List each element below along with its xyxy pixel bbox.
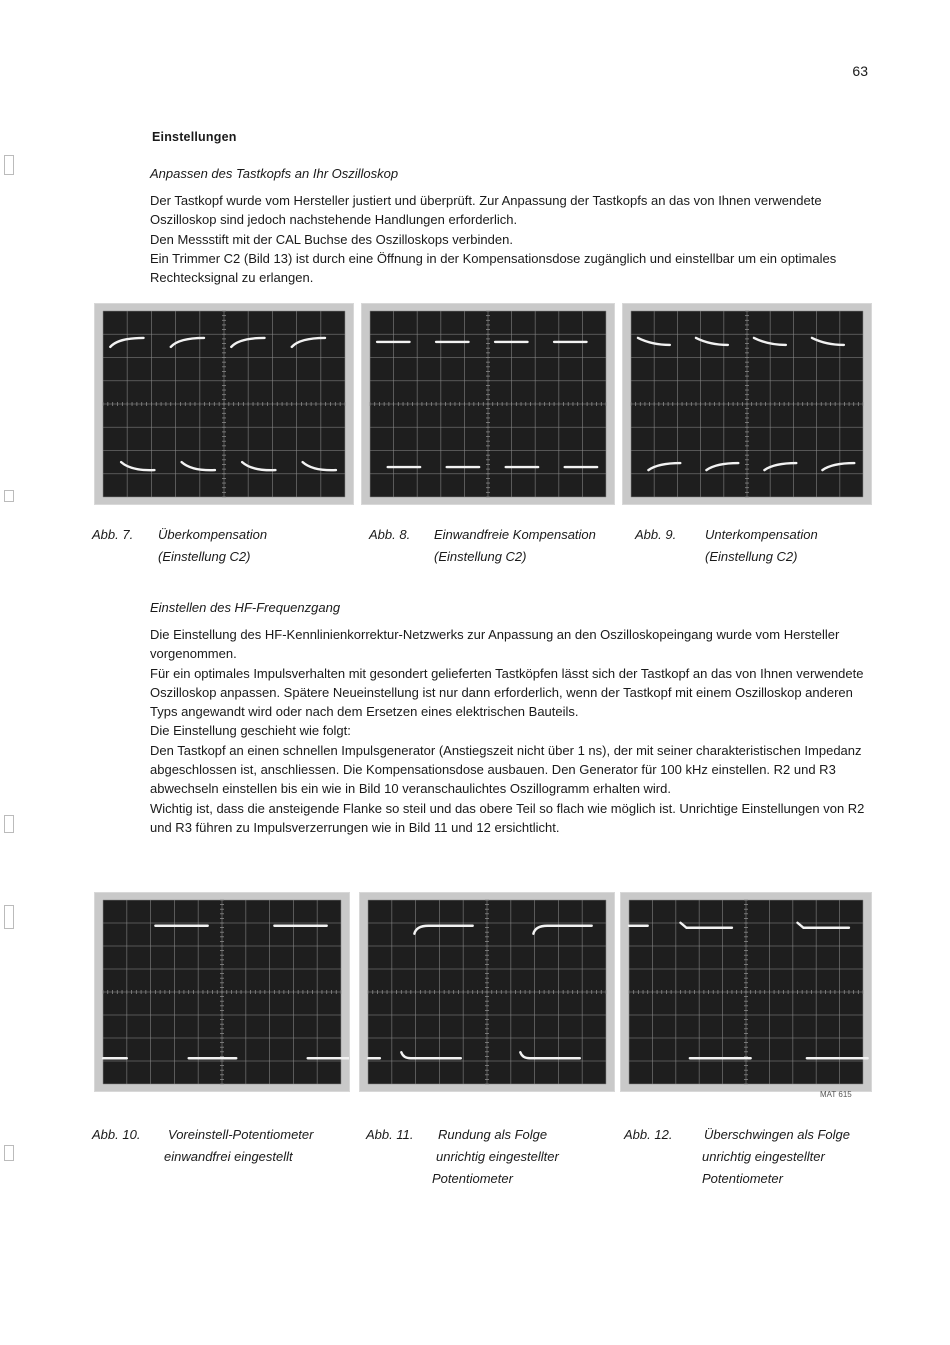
oscillogram-overcompensation (94, 303, 354, 505)
caption-line: einwandfrei eingestellt (164, 1149, 293, 1164)
caption-line: Potentiometer (702, 1171, 783, 1186)
figure-number: Abb. 8. (369, 527, 411, 542)
binder-mark (4, 1145, 14, 1161)
page-number: 63 (852, 63, 868, 79)
subsection-title-probe: Anpassen des Tastkopfs an Ihr Oszilloskop (150, 166, 399, 181)
caption-line: Unterkompensation (705, 527, 818, 542)
caption-line: Überkompensation (158, 527, 268, 542)
caption-line: Überschwingen als Folge (704, 1127, 850, 1142)
oscillogram-undercompensation (622, 303, 872, 505)
oscillogram-correct-setting (94, 892, 350, 1092)
oscillogram-image (95, 304, 353, 504)
paragraph: Der Tastkopf wurde vom Hersteller justiert und überprüft. Zur Anpassung der Tastkopfs an das von Ihnen verwendete Oszilloskop sind jedoch nachstehende Handlungen erforderlich. (150, 193, 822, 228)
figure-number: Abb. 7. (92, 527, 134, 542)
figure-caption-7 (92, 524, 352, 570)
caption-line: (Einstellung C2) (434, 549, 527, 564)
figure-number: Abb. 9. (635, 527, 677, 542)
binder-mark (4, 905, 14, 929)
binder-mark (4, 155, 14, 175)
paragraph: Den Messstift mit der CAL Buchse des Oszilloskops verbinden. (150, 231, 513, 247)
figure-number: Abb. 10. (92, 1127, 141, 1142)
hf-adjust-text (150, 625, 868, 837)
binder-mark (4, 490, 14, 502)
caption-line: (Einstellung C2) (158, 549, 251, 564)
subsection-title-hf: Einstellen des HF-Frequenzgang (150, 600, 341, 615)
paragraph: Die Einstellung geschieht wie folgt: (150, 723, 351, 739)
caption-line: (Einstellung C2) (705, 549, 798, 564)
figure-caption-12 (624, 1124, 874, 1194)
caption-line: unrichtig eingestellter (702, 1149, 825, 1164)
paragraph: Wichtig ist, dass die ansteigende Flanke so steil und das obere Teil so flach wie möglich ist. Unrichtige Einstellungen von R2 und R3 führen zu Impulsverzerrungen wie in Bild 11 und 12 ersichtlicht. (150, 800, 865, 835)
section-heading: Einstellungen (152, 130, 237, 144)
paragraph: Für ein optimales Impulsverhalten mit gesondert gelieferten Tastköpfen lässt sich der Tastkopf an das von Ihnen verwendete Oszilloskop anpassen. Spätere Neueinstellung ist nur dann erforderlich, wenn der Tastkopf mit einem Oszilloskop anderen Typs angewandt wird oder nach dem Ersetzen eines elektrischen Bauteils. (150, 665, 864, 720)
figure-caption-8 (369, 524, 629, 570)
figure-number: Abb. 12. (624, 1127, 673, 1142)
caption-line: Rundung als Folge (438, 1127, 548, 1142)
caption-line: Voreinstell-Potentiometer (168, 1127, 314, 1142)
paragraph: Ein Trimmer C2 (Bild 13) ist durch eine Öffnung in der Kompensationsdose zugänglich und einstellbar um ein optimales Rechtecksignal zu erlangen. (150, 250, 837, 286)
figure-caption-10 (92, 1124, 352, 1194)
caption-line: unrichtig eingestellter (436, 1149, 559, 1164)
caption-line: Einwandfreie Kompensation (434, 527, 596, 542)
oscillogram-image (621, 893, 871, 1091)
oscillogram-image (623, 304, 871, 504)
oscillogram-image (360, 893, 614, 1091)
paragraph: Die Einstellung des HF-Kennlinienkorrektur-Netzwerks zur Anpassung an den Oszilloskopeingang wurde vom Hersteller vorgenommen. (150, 627, 840, 662)
oscillogram-image (362, 304, 614, 504)
oscillogram-overshoot (620, 892, 872, 1092)
caption-line: Potentiometer (432, 1171, 513, 1186)
oscillogram-rounding (359, 892, 615, 1092)
figure-caption-11 (366, 1124, 616, 1194)
oscillogram-correct-compensation (361, 303, 615, 505)
paragraph: Den Tastkopf an einen schnellen Impulsgenerator (Anstiegszeit nicht über 1 ns), der mit seiner charakteristischen Impedanz abgeschlossen ist, anschliessen. Die Kompensationsdose ausbauen. Den Generator für 100 kHz einstellen. R2 und R3 abwechseln einstellen bis ein wie in Bild 10 veranschaulichtes Oszillogramm erhalten wird. (150, 742, 862, 797)
binder-mark (4, 815, 14, 833)
oscillogram-image (95, 893, 349, 1091)
figure-caption-9 (635, 524, 875, 570)
image-reference-label: MAT 615 (820, 1090, 852, 1099)
figure-number: Abb. 11. (366, 1127, 414, 1142)
probe-adjust-text (150, 191, 850, 287)
